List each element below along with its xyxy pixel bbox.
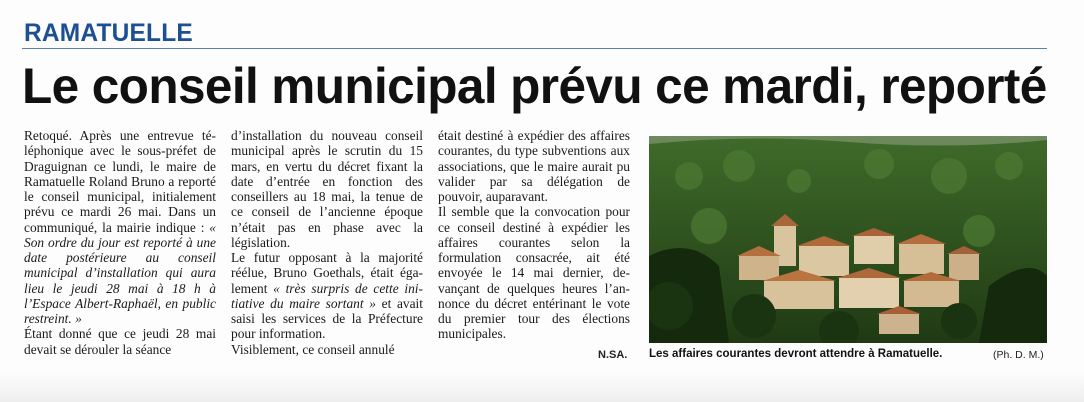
section-label: RAMATUELLE bbox=[24, 19, 193, 47]
article-column-3 bbox=[438, 128, 630, 342]
paragraph-text: Retoqué. Après une entrevue téléphonique avec le sous-préfet de Draguignan ce lundi, le maire de Ramatuelle Roland Bruno a reporté le conseil municipal, initialement prévu ce mardi 26 mai. Dans un communiqué, la mairie indique : bbox=[24, 128, 216, 235]
article-headline: Le conseil municipal prévu ce mardi, reporté bbox=[22, 58, 1047, 114]
quote-text: « très surpris de cette initiative du maire sortant » bbox=[231, 280, 423, 311]
paragraph: était destiné à expédier des affaires courantes, du type subventions aux associations, que le maire aurait pu valider par sa délégation de pouvoir, auparavant. bbox=[438, 128, 630, 204]
quote-text: « Son ordre du jour est reporté à une date postérieure au conseil municipal d’installation qui aura lieu le jeudi 28 mai à 18 h à l’Espace Albert-Raphaël, en public restreint. » bbox=[24, 219, 216, 326]
article-column-2 bbox=[231, 128, 423, 357]
paragraph bbox=[24, 128, 216, 326]
photo-credit: (Ph. D. M.) bbox=[993, 349, 1044, 361]
paragraph: Il semble que la convocation pour ce conseil destiné à expédier les affaires courantes selon la formulation consacrée, ait été envoyée le 14 mai dernier, devançant de quelques heures l’annonce du décret entérinant le vote du premier tour des élections municipales. bbox=[438, 204, 630, 342]
paragraph: d’installation du nouveau conseil municipal après le scrutin du 15 mars, en vertu du décret fixant la date d’entrée en fonction des conseillers au 18 mai, la tenue de ce conseil de l’ancienne époque n’était pas en phase avec la législation. bbox=[231, 128, 423, 250]
article-column-1 bbox=[24, 128, 216, 357]
paragraph bbox=[231, 250, 423, 342]
section-divider bbox=[22, 48, 1047, 49]
author-signature: N.SA. bbox=[598, 349, 628, 361]
paragraph-text: et avait saisi les services de la Préfecture pour information. bbox=[231, 295, 423, 342]
paragraph-text: Le futur opposant à la majorité réélue, Bruno Goethals, était également bbox=[231, 250, 423, 296]
paragraph: Étant donné que ce jeudi 28 mai devait se dérouler la séance bbox=[24, 326, 216, 357]
village-photo bbox=[649, 136, 1047, 343]
paragraph: Visiblement, ce conseil annulé bbox=[231, 341, 395, 357]
page-bottom-edge bbox=[0, 372, 1084, 402]
photo-caption: Les affaires courantes devront attendre à Ramatuelle. bbox=[649, 348, 943, 360]
